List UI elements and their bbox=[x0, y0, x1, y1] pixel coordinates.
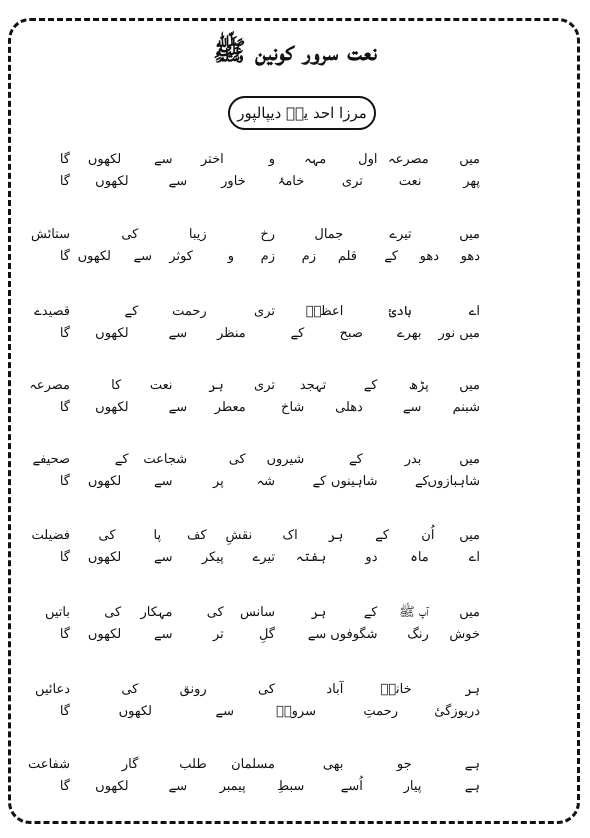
poem-word: کے bbox=[363, 605, 378, 620]
poem-word: سانس bbox=[239, 605, 275, 620]
poem-word: رنگ bbox=[407, 627, 429, 642]
couplet bbox=[0, 302, 590, 352]
poem-word: طلب bbox=[179, 757, 207, 772]
poem-word: پھر bbox=[463, 174, 480, 189]
poem-word: بھرے bbox=[397, 326, 422, 341]
poem-word: کے bbox=[375, 528, 389, 543]
poem-word: کے bbox=[384, 249, 398, 264]
poem-word: مصرعہ bbox=[29, 378, 70, 393]
poem-word: کوثر bbox=[169, 249, 193, 264]
poem-word: لکھوں bbox=[77, 249, 111, 264]
poem-word: اے bbox=[468, 304, 480, 319]
poem-word: اول bbox=[358, 152, 378, 167]
couplet-line-second bbox=[0, 548, 590, 570]
poem-word: گا bbox=[59, 704, 70, 719]
poem-word: جو bbox=[396, 757, 412, 772]
poem-word: و bbox=[268, 152, 275, 167]
poem-word: لکھوں bbox=[118, 704, 152, 719]
poem-word: مہکار bbox=[140, 605, 173, 620]
couplet-line-second bbox=[0, 472, 590, 494]
poem-word: لکھوں bbox=[87, 627, 122, 642]
poem-word: لکھوں bbox=[87, 152, 122, 167]
poem-word: سے bbox=[153, 627, 173, 642]
poem-word: پر bbox=[212, 474, 224, 489]
poem-word: دو bbox=[365, 550, 378, 565]
poem-word: لکھوں bbox=[95, 400, 129, 415]
poem-word: کا bbox=[111, 378, 122, 393]
poem-word: فضیلت bbox=[31, 528, 70, 543]
poem-word: دھلی bbox=[335, 400, 363, 415]
poem-word: اُن bbox=[421, 528, 435, 543]
poem-word: تری bbox=[341, 174, 363, 189]
poem-word: ستائش bbox=[31, 227, 70, 242]
couplet-line-second bbox=[0, 777, 590, 799]
poem-word: دریوزگیٔ bbox=[434, 704, 480, 719]
poem-word: قلم bbox=[337, 249, 357, 264]
couplet bbox=[0, 376, 590, 426]
poet-name-badge: مرزا احد یدؔ دیپالپور bbox=[228, 96, 376, 130]
couplet-line-first bbox=[0, 526, 590, 548]
poem-word: کے bbox=[124, 304, 139, 319]
poem-word: کی bbox=[228, 452, 246, 467]
poem-word: سے bbox=[402, 400, 422, 415]
poem-word: اے bbox=[468, 550, 480, 565]
poem-word: ہر bbox=[328, 528, 344, 543]
poem-word: لکھوں bbox=[95, 174, 129, 189]
couplet-line-second bbox=[0, 324, 590, 346]
poem-word: تیرے bbox=[389, 227, 412, 242]
poem-word: تری bbox=[254, 304, 275, 319]
poem-word: شجاعت bbox=[143, 452, 188, 467]
poem-word: کے bbox=[414, 474, 429, 489]
poem-word: مہہ bbox=[304, 152, 327, 167]
couplet-line-first bbox=[0, 150, 590, 172]
poem-word: میں bbox=[459, 378, 480, 393]
poem-word: تیرے bbox=[252, 550, 275, 565]
poem-word: سرورؐ bbox=[276, 704, 316, 719]
poem-title: نعت سرور کونین ﷺ bbox=[213, 36, 377, 67]
poem-word: سے bbox=[168, 174, 188, 189]
poem-word: سے bbox=[153, 152, 173, 167]
poem-word: رونق bbox=[179, 682, 207, 697]
poem-word: سے bbox=[133, 249, 152, 264]
poem-word: سے bbox=[153, 550, 173, 565]
poem-word: کی bbox=[121, 227, 139, 242]
poem-word: اختر bbox=[201, 152, 224, 167]
poem-word: شگوفوں bbox=[330, 627, 378, 642]
poem-word: معطر bbox=[214, 400, 246, 415]
poem-word: خاور bbox=[221, 174, 246, 189]
poem-word: پا bbox=[153, 528, 162, 543]
poem-word: لکھوں bbox=[87, 550, 122, 565]
poem-word: سے bbox=[215, 704, 234, 719]
poem-word: کی bbox=[98, 528, 116, 543]
poem-word: شبنم bbox=[452, 400, 480, 415]
poem-word: نعت bbox=[398, 174, 422, 189]
poem-word: گا bbox=[59, 779, 70, 794]
poem-word: گار bbox=[121, 757, 139, 772]
couplet bbox=[0, 225, 590, 275]
poem-word: ہادئ bbox=[388, 304, 412, 319]
poem-word: سے bbox=[153, 474, 173, 489]
poem-word: ماہ bbox=[410, 550, 429, 565]
poem-word: گا bbox=[59, 174, 70, 189]
poem-word: تر bbox=[212, 627, 224, 642]
poem-word: کی bbox=[121, 682, 139, 697]
poem-word: بھی bbox=[322, 757, 344, 772]
poem-word: پیمبر bbox=[219, 779, 246, 794]
poem-word: گا bbox=[59, 400, 70, 415]
poem-word: رحمتِ bbox=[363, 704, 398, 719]
poem-word: لکھوں bbox=[95, 779, 129, 794]
poem-word: میں bbox=[459, 227, 480, 242]
poem-word: آپ ﷺ bbox=[399, 605, 429, 620]
poem-word: میں نور bbox=[438, 326, 480, 341]
poem-word: صبح bbox=[339, 326, 363, 341]
poem-word: گلِ bbox=[258, 627, 275, 642]
poem-word: کے bbox=[349, 452, 363, 467]
couplet bbox=[0, 680, 590, 730]
poem-word: تری bbox=[254, 378, 275, 393]
poem-word: ہر bbox=[311, 605, 327, 620]
poem-word: شیروں bbox=[266, 452, 305, 467]
poem-word: ہر bbox=[464, 682, 480, 697]
poem-word: اُسے bbox=[340, 779, 363, 794]
poem-word: پیار bbox=[403, 779, 422, 794]
poem-word: شاہینوں bbox=[330, 474, 378, 489]
poem-word: منظر bbox=[216, 326, 246, 341]
couplet-line-first bbox=[0, 450, 590, 472]
poem-word: دھو bbox=[419, 249, 439, 264]
poem-word: و bbox=[227, 249, 234, 264]
poem-word: نقشِ bbox=[225, 528, 253, 543]
poem-word: ہے bbox=[464, 757, 480, 772]
poem-word: رخ bbox=[260, 227, 275, 242]
couplet-line-first bbox=[0, 225, 590, 247]
poem-word: نعت bbox=[149, 378, 173, 393]
poem-word: زم bbox=[260, 249, 275, 264]
poem-word: پیکر bbox=[201, 550, 224, 565]
poem-word: سے bbox=[168, 779, 188, 794]
poem-word: میں bbox=[459, 605, 480, 620]
poem-word: خانہؑ bbox=[380, 682, 412, 697]
poem-word: سے bbox=[168, 400, 188, 415]
poem-word: تہجد bbox=[299, 378, 327, 393]
couplet-line-second bbox=[0, 625, 590, 647]
poem-word: زیبا bbox=[188, 227, 207, 242]
couplet-line-first bbox=[0, 302, 590, 324]
poem-word: جمال bbox=[314, 227, 344, 242]
couplet-line-second bbox=[0, 247, 590, 269]
poem-word: گا bbox=[59, 152, 70, 167]
couplet bbox=[0, 755, 590, 805]
couplet bbox=[0, 150, 590, 200]
poem-word: سبطِ bbox=[277, 779, 305, 794]
poem-word: اک bbox=[282, 528, 298, 543]
poem-word: سے bbox=[307, 627, 327, 642]
poem-word: گا bbox=[59, 627, 70, 642]
poem-word: گا bbox=[59, 326, 70, 341]
couplet-line-first bbox=[0, 755, 590, 777]
couplet bbox=[0, 526, 590, 576]
poem-word: کی bbox=[257, 682, 275, 697]
poem-word: کے bbox=[290, 326, 305, 341]
poem-word: کے bbox=[312, 474, 327, 489]
poem-word: بدر bbox=[404, 452, 422, 467]
poem-word: مصرعہ bbox=[387, 152, 429, 167]
poem-word: قصیدے bbox=[34, 304, 70, 319]
poem-word: اعظمؐ bbox=[305, 304, 344, 319]
poem-word: کف bbox=[187, 528, 207, 543]
poem-word: پڑھ bbox=[408, 378, 429, 393]
couplet bbox=[0, 603, 590, 653]
poem-word: ہفتہ bbox=[295, 550, 327, 565]
couplet-line-first bbox=[0, 680, 590, 702]
poem-word: شفاعت bbox=[28, 757, 70, 772]
poem-word: گا bbox=[59, 474, 70, 489]
couplet-line-second bbox=[0, 172, 590, 194]
poem-word: کے bbox=[363, 378, 378, 393]
poem-word: شاخ bbox=[281, 400, 305, 415]
poem-word: میں bbox=[459, 152, 480, 167]
poem-word: میں bbox=[459, 528, 480, 543]
poem-word: صحیفے bbox=[32, 452, 70, 467]
poem-word: شاہبازوں bbox=[427, 474, 480, 489]
poem-word: لکھوں bbox=[95, 326, 129, 341]
poem-word: دعائیں bbox=[35, 682, 70, 697]
poem-word: میں bbox=[459, 452, 480, 467]
poem-word: کی bbox=[104, 605, 122, 620]
poem-word: دھو bbox=[460, 249, 480, 264]
poem-word: خوش bbox=[449, 627, 480, 642]
couplet-line-second bbox=[0, 398, 590, 420]
couplet-line-first bbox=[0, 603, 590, 625]
poem-word: گا bbox=[59, 249, 70, 264]
poem-word: زم bbox=[301, 249, 316, 264]
couplet bbox=[0, 450, 590, 500]
poem-word: خامۂ bbox=[277, 174, 305, 189]
poem-word: کی bbox=[206, 605, 224, 620]
poem-word: شہ bbox=[256, 474, 275, 489]
poem-word: رحمت bbox=[172, 304, 207, 319]
poem-word: سے bbox=[168, 326, 188, 341]
poem-word: گا bbox=[59, 550, 70, 565]
poem-word: ہے bbox=[464, 779, 480, 794]
poem-word: ہر bbox=[208, 378, 224, 393]
couplet-line-first bbox=[0, 376, 590, 398]
poem-word: آباد bbox=[326, 682, 344, 697]
poem-word: کے bbox=[114, 452, 129, 467]
poem-word: مسلمان bbox=[231, 757, 275, 772]
poem-word: باتیں bbox=[44, 605, 70, 620]
poem-word: لکھوں bbox=[87, 474, 122, 489]
couplet-line-second bbox=[0, 702, 590, 724]
